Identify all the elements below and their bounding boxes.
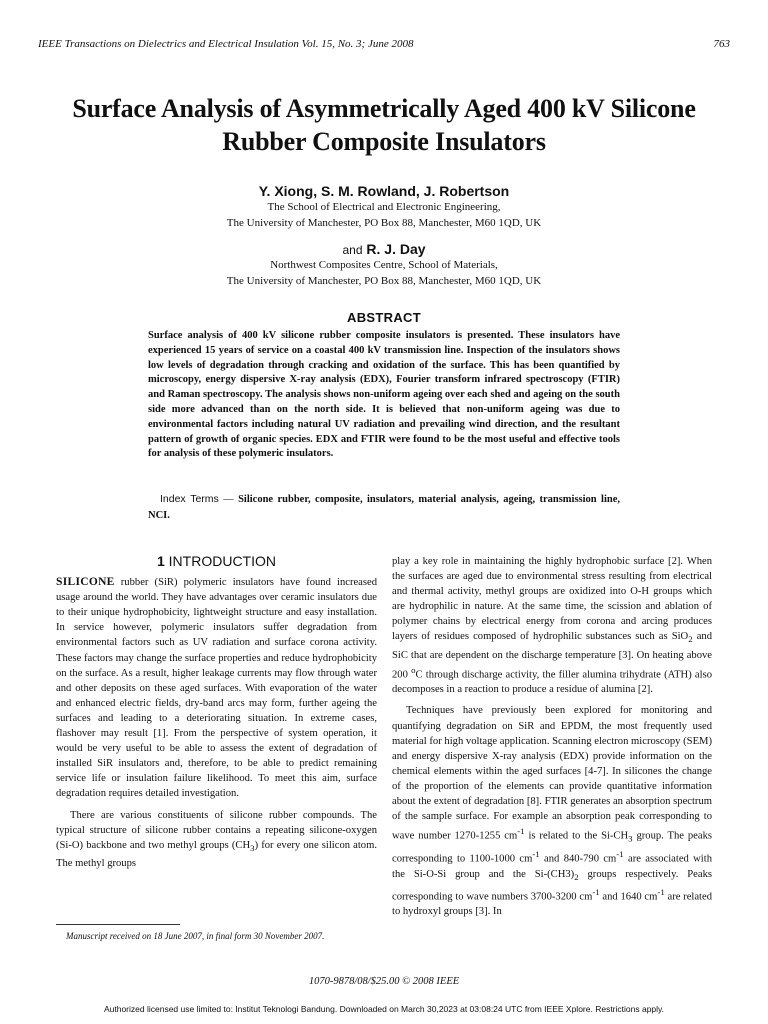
index-terms-dash: —	[223, 494, 234, 505]
page-number: 763	[713, 38, 730, 50]
paper-title	[40, 92, 728, 158]
drop-cap-word: SILICONE	[56, 576, 115, 589]
right-column	[392, 554, 712, 926]
journal-citation: IEEE Transactions on Dielectrics and Electrical Insulation Vol. 15, No. 3; June 2008	[38, 38, 414, 50]
primary-affiliation-line-1: The School of Electrical and Electronic Engineering,	[267, 201, 501, 213]
title-line-2: Rubber Composite Insulators	[222, 127, 546, 156]
intro-paragraph-4: Techniques have previously been explored for monitoring and quantifying degradation on SiR and EPDM, the most frequently used material for high voltage application. Scanning electron microscopy (SEM) and energy dispersive X-ray analysis (EDX) provide information on the chemical elements within the aged surfaces [4-7]. In silicones the change of the proportion of the elements can provide quantitative information about the extent of degradation [8]. FTIR generates an absorption spectrum of the sample surface. For example an absorption peak corresponding to wave number 1270-1255 $cm^{-1}$ is related to the $Si-CH_3$ group. The peaks corresponding to 1100-1000 $cm^{-1}$ and 840-790 $cm^{-1}$ are associated with the Si-O-Si group and the $Si-(CH3)_2$ groups respectively. Peaks corresponding to wave numbers 3700-3200 $cm^{-1}$ and 1640 $cm^{-1}$ are related to hydroxyl groups [3]. In	[392, 705, 712, 918]
secondary-affiliation-line-1: Northwest Composites Centre, School of Materials,	[270, 259, 498, 271]
author-block	[40, 183, 728, 289]
intro-paragraph-1: SILICONE rubber (SiR) polymeric insulators have found increased usage around the world. They have advantages over ceramic insulators due to their unique hydrophobicity, lightweight structure and easy installation. In service however, polymeric insulators suffer degradation from environmental factors such as UV radiation and surface corona activity. These factors may change the surface properties and reduce hydrophobicity on the surface. As a result, higher leakage currents may flow through water and other deposits on these aged surfaces. With evaporation of the water and enhanced electric fields, dry-band arcs may form, further ageing the surfaces and leading to a deteriorating situation. In extreme cases, flashover may result [1]. From the perspective of system operation, it would be very useful to be able to assess the extent of degradation of installed SiR insulators and, therefore, to be able to predict remaining service life or insulation failure likelihood. To meet this aim, surface degradation requires detailed investigation.	[56, 576, 377, 800]
section-heading	[56, 554, 377, 569]
left-column	[56, 554, 377, 877]
manuscript-footnote: Manuscript received on 18 June 2007, in final form 30 November 2007.	[66, 931, 325, 941]
title-line-1: Surface Analysis of Asymmetrically Aged 400 kV Silicone	[72, 94, 696, 123]
section-number: 1	[156, 553, 165, 569]
secondary-author: R. J. Day	[366, 241, 426, 257]
running-header	[38, 38, 730, 50]
index-terms-text: Silicone rubber, composite, insulators, material analysis, ageing, transmission line, NCI.	[148, 494, 621, 521]
primary-authors: Y. Xiong, S. M. Rowland, J. Robertson	[258, 183, 510, 199]
section-title: INTRODUCTION	[168, 553, 276, 569]
secondary-author-line	[40, 241, 728, 257]
abstract-text: Surface analysis of 400 kV silicone rubber composite insulators is presented. These insulators have experienced 15 years of service on a coastal 400 kV transmission line. Inspection of the insulators shows low levels of degradation through cracking and oxidation of the surface. This has been quantified by microscopy, energy dispersive X-ray analysis (EDX), Fourier transform infrared spectroscopy (FTIR) and Raman spectroscopy. The analysis shows non-uniform ageing over each shed and ageing on the south side more advanced than on the north side. It is believed that non-uniform ageing was due to environmental factors including natural UV radiation and prevailing wind direction, and the resultant pattern of growth of organic species. EDX and FTIR were found to be the most useful and effective tools for analysis of these polymeric insulators.	[148, 330, 620, 460]
and-conjunction: and	[342, 243, 363, 257]
footnote-divider	[56, 924, 180, 925]
abstract-heading: ABSTRACT	[347, 310, 421, 325]
copyright-line: 1070-9878/08/$25.00 © 2008 IEEE	[308, 976, 460, 987]
primary-affiliation-line-2: The University of Manchester, PO Box 88, Manchester, M60 1QD, UK	[226, 217, 542, 229]
secondary-affiliation-line-2: The University of Manchester, PO Box 88, Manchester, M60 1QD, UK	[226, 275, 542, 287]
intro-paragraph-3: play a key role in maintaining the highly hydrophobic surface [2]. When the surfaces are aged due to environmental stress resulting from electrical and thermal activity, methyl groups are oxidized into O-H groups which are hydrophilic in nature. At the same time, the scission and ablation of polymer chains by electrical energy from corona and arcing produces layers of residues composed of hydrophilic substances such as SiO$_2$ and SiC that are dependent on the discharge temperature [3]. On heating above 200 $^o$C through discharge activity, the filler alumina trihydrate (ATH) also decomposes in a reaction to produce a residue of alumina [2].	[392, 556, 712, 696]
index-terms-label: Index Terms	[160, 493, 219, 505]
intro-paragraph-2: There are various constituents of silicone rubber compounds. The typical structure of silicone rubber contains a repeating silicone-oxygen (Si-O) backbone and two methyl groups $(CH_3)$ for every one silicon atom. The methyl groups	[56, 809, 377, 869]
index-terms	[148, 491, 620, 524]
authorization-note: Authorized licensed use limited to: Institut Teknologi Bandung. Downloaded on March 30,2023 at 03:08:24 UTC from IEEE Xplore. Restrictions apply.	[103, 1004, 665, 1014]
